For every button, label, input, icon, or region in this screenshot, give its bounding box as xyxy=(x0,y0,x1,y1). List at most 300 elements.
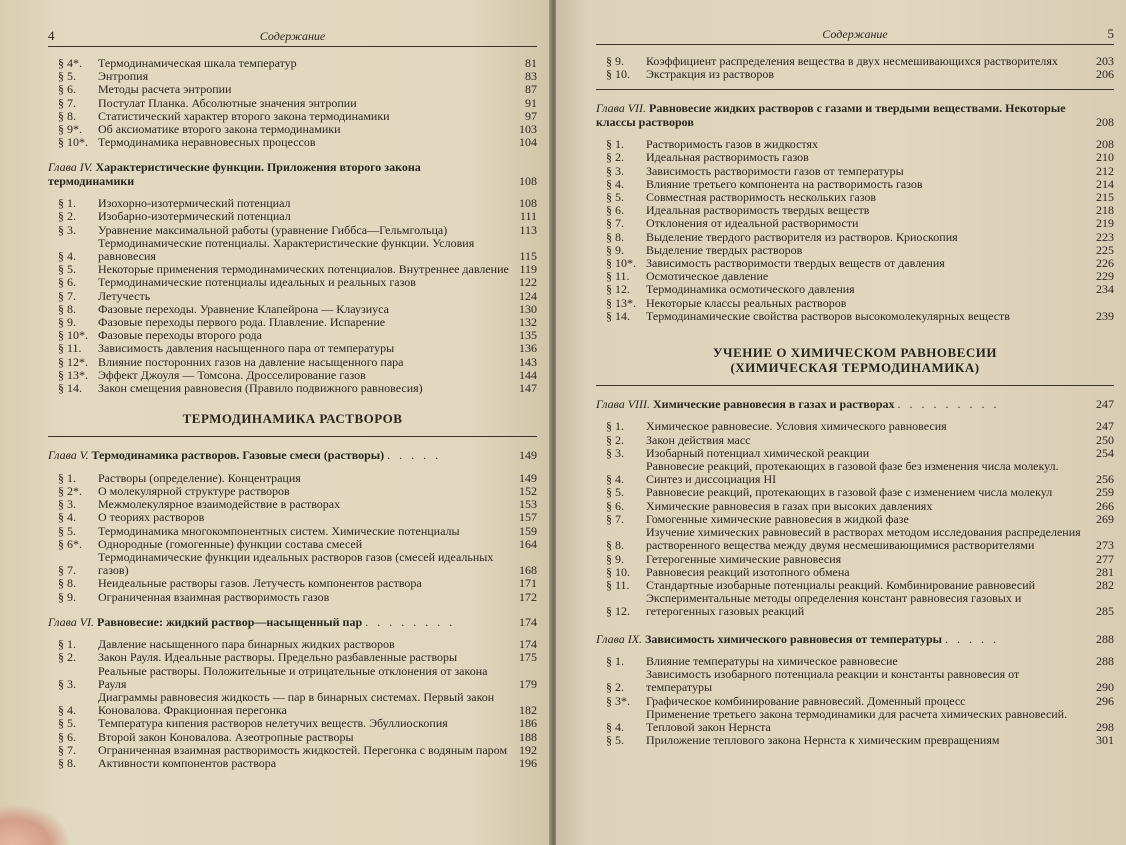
entry-page: 250 xyxy=(1096,432,1114,447)
entry-page: 219 xyxy=(1096,216,1114,231)
entry-page: 124 xyxy=(519,288,537,303)
entry-page: 225 xyxy=(1096,242,1114,257)
entry-title: Зависимость растворимости твердых веществ от давления xyxy=(646,256,945,271)
entry-number: § 10*. xyxy=(58,328,88,343)
entry-title: Зависимость давления насыщенного пара от температуры xyxy=(98,341,395,356)
entry-title: Второй закон Коновалова. Азеотропные растворы xyxy=(98,729,354,744)
toc-entry xyxy=(596,708,1114,734)
right-page xyxy=(556,0,1126,845)
entry-number: § 4. xyxy=(58,510,76,525)
toc-entry xyxy=(596,566,1114,579)
entry-page: 210 xyxy=(1096,150,1114,165)
entry-page: 301 xyxy=(1096,733,1114,748)
entry-title: Термодинамические потенциалы идеальных и реальных газов xyxy=(98,275,416,290)
chapter-heading: Глава VIII. Химические равновесия в газах и растворах . . . . . . . . . 247 xyxy=(596,397,1114,412)
entry-page: 285 xyxy=(1096,604,1114,619)
entry-title: Равновесие реакций, протекающих в газовой фазе с изменением числа молекул xyxy=(646,485,1053,500)
toc-entry xyxy=(596,592,1114,618)
entry-page: 171 xyxy=(519,576,537,591)
entry-title: О молекулярной структуре растворов xyxy=(98,483,290,498)
entry-title: Равновесие реакций, протекающих в газовой фазе без изменения числа молекул. Синтез и диссоциация HI xyxy=(646,459,1059,487)
entry-number: § 8. xyxy=(58,576,76,591)
entry-number: § 4. xyxy=(606,719,624,734)
toc-entry xyxy=(48,237,537,263)
toc-entry xyxy=(596,486,1114,499)
toc-entry xyxy=(596,165,1114,178)
right-running-head xyxy=(596,26,1114,45)
toc-list xyxy=(596,420,1114,618)
entry-number: § 9*. xyxy=(58,122,82,137)
entry-title: Термодинамика осмотического давления xyxy=(646,282,855,297)
entry-page: 108 xyxy=(519,196,537,211)
entry-page: 282 xyxy=(1096,577,1114,592)
entry-number: § 7. xyxy=(58,563,76,578)
entry-page: 113 xyxy=(519,222,537,237)
running-title: Содержание xyxy=(259,29,326,43)
entry-page: 296 xyxy=(1096,693,1114,708)
entry-page: 203 xyxy=(1096,54,1114,68)
chapter-label: Глава V. xyxy=(48,448,89,463)
toc-entry xyxy=(48,538,537,551)
chapter-page: 108 xyxy=(519,173,537,188)
entry-page: 239 xyxy=(1096,308,1114,323)
entry-page: 290 xyxy=(1096,680,1114,695)
entry-number: § 6. xyxy=(58,275,76,290)
chapter-heading: Глава V. Термодинамика растворов. Газовые смеси (растворы) . . . . . 149 xyxy=(48,448,537,463)
entry-title: Влияние третьего компонента на растворимость газов xyxy=(646,176,923,191)
toc-entry xyxy=(596,68,1114,81)
entry-page: 208 xyxy=(1096,137,1114,152)
chapter-page: 174 xyxy=(519,614,537,629)
entry-page: 81 xyxy=(525,56,537,70)
toc-entry xyxy=(48,472,537,485)
entry-page: 144 xyxy=(519,367,537,382)
toc-entry xyxy=(48,757,537,770)
entry-number: § 11. xyxy=(606,577,630,592)
entry-title: Закон Рауля. Идеальные растворы. Предельно разбавленные растворы xyxy=(98,650,458,665)
entry-title: Совместная растворимость нескольких газов xyxy=(646,190,877,205)
toc-entry xyxy=(596,460,1114,486)
entry-number: § 7. xyxy=(606,511,624,526)
entry-title: Методы расчета энтропии xyxy=(98,82,232,97)
toc-entry xyxy=(48,731,537,744)
running-title: Содержание xyxy=(822,27,888,41)
entry-page: 87 xyxy=(525,82,537,97)
entry-page: 223 xyxy=(1096,229,1114,244)
entry-page: 247 xyxy=(1096,419,1114,434)
entry-title: Коэффициент распределения вещества в двух несмешивающихся растворителях xyxy=(646,54,1058,68)
toc-entry xyxy=(48,83,537,96)
entry-title: Некоторые применения термодинамических потенциалов. Внутреннее давление xyxy=(98,262,509,277)
entry-page: 218 xyxy=(1096,203,1114,218)
entry-page: 288 xyxy=(1096,653,1114,668)
entry-number: § 8. xyxy=(606,229,624,244)
entry-page: 164 xyxy=(519,536,537,551)
entry-number: § 10. xyxy=(606,67,630,82)
entry-title: Межмолекулярное взаимодействие в растворах xyxy=(98,497,341,512)
entry-page: 206 xyxy=(1096,67,1114,82)
entry-number: § 4*. xyxy=(58,56,82,70)
entry-page: 179 xyxy=(519,676,537,691)
entry-number: § 4. xyxy=(58,703,76,718)
entry-title: Химические равновесия в газах при высоких давлениях xyxy=(646,498,933,513)
chapter-title: Равновесие жидких растворов с газами и твердыми веществами. Некоторые классы растворов xyxy=(596,101,1066,129)
entry-number: § 13*. xyxy=(606,295,636,310)
chapter-title: Равновесие: жидкий раствор—насыщенный пар xyxy=(97,614,363,629)
entry-page: 159 xyxy=(519,523,537,538)
entry-number: § 12*. xyxy=(58,354,88,369)
entry-number: § 9. xyxy=(58,589,76,604)
chapter-label: Глава VIII. xyxy=(596,397,651,412)
entry-title: Зависимость изобарного потенциала реакции и константы равновесия от температуры xyxy=(646,667,1020,695)
toc-list xyxy=(48,57,537,149)
entry-number: § 5. xyxy=(606,733,624,748)
toc-entry xyxy=(48,591,537,604)
toc-entry xyxy=(48,356,537,369)
toc-list xyxy=(48,197,537,395)
toc-entry xyxy=(48,210,537,223)
toc-entry xyxy=(48,551,537,577)
toc-entry xyxy=(596,500,1114,513)
entry-page: 229 xyxy=(1096,269,1114,284)
entry-page: 147 xyxy=(519,381,537,396)
entry-number: § 3. xyxy=(606,445,624,460)
chapter-title: Характеристические функции. Приложения второго закона термодинамики xyxy=(48,160,421,188)
entry-number: § 2. xyxy=(606,680,624,695)
entry-number: § 10*. xyxy=(606,256,636,271)
entry-title: Гомогенные химические равновесия в жидкой фазе xyxy=(646,511,909,526)
part-title xyxy=(596,345,1114,375)
entry-title: Об аксиоматике второго закона термодинамики xyxy=(98,122,341,137)
entry-number: § 11. xyxy=(58,341,82,356)
part-subtitle-line: (ХИМИЧЕСКАЯ ТЕРМОДИНАМИКА) xyxy=(730,360,980,376)
entry-number: § 3. xyxy=(606,163,624,178)
entry-title: Термодинамические свойства растворов высокомолекулярных веществ xyxy=(646,308,1010,323)
entry-page: 168 xyxy=(519,563,537,578)
entry-number: § 1. xyxy=(606,137,624,152)
entry-number: § 3. xyxy=(58,497,76,512)
entry-number: § 7. xyxy=(606,216,624,231)
chapter-heading: Глава IX. Зависимость химического равновесия от температуры . . . . . 288 xyxy=(596,631,1114,646)
entry-number: § 1. xyxy=(58,196,76,211)
entry-number: § 9. xyxy=(606,551,624,566)
entry-title: Экспериментальные методы определения констант равновесия газовых и гетерогенных газовых реакций xyxy=(646,591,1022,619)
entry-page: 266 xyxy=(1096,498,1114,513)
entry-title: Реальные растворы. Положительные и отрицательные отклонения от закона Рауля xyxy=(98,663,488,691)
entry-title: Стандартные изобарные потенциалы реакций. Комбинирование равновесий xyxy=(646,577,1036,592)
entry-page: 254 xyxy=(1096,445,1114,460)
chapter-heading xyxy=(48,161,537,188)
entry-number: § 8. xyxy=(606,538,624,553)
entry-page: 152 xyxy=(519,483,537,498)
entry-number: § 5. xyxy=(606,190,624,205)
entry-number: § 7. xyxy=(58,288,76,303)
entry-page: 83 xyxy=(525,69,537,84)
page-number: 4 xyxy=(48,28,55,43)
entry-number: § 5. xyxy=(58,69,76,84)
entry-number: § 1. xyxy=(606,653,624,668)
toc-list xyxy=(48,472,537,604)
toc-entry xyxy=(48,290,537,303)
entry-page: 281 xyxy=(1096,564,1114,579)
toc-entry xyxy=(48,97,537,110)
entry-number: § 4. xyxy=(606,176,624,191)
chapter-page: 208 xyxy=(1096,114,1114,129)
toc-entry xyxy=(596,310,1114,323)
entry-page: 298 xyxy=(1096,719,1114,734)
entry-page: 273 xyxy=(1096,538,1114,553)
toc-entry xyxy=(596,695,1114,708)
left-running-head xyxy=(48,28,537,47)
entry-number: § 10. xyxy=(606,564,630,579)
entry-title: Эффект Джоуля — Томсона. Дросселирование газов xyxy=(98,367,366,382)
entry-title: Выделение твердых растворов xyxy=(646,242,803,257)
entry-page: 212 xyxy=(1096,163,1114,178)
entry-number: § 9. xyxy=(606,242,624,257)
entry-title: Изучение химических равновесий в растворах методом исследования распределения растворенного вещества между двумя несмешивающимися растворителями xyxy=(646,525,1081,553)
entry-title: Термодинамика многокомпонентных систем. Химические потенциалы xyxy=(98,523,460,538)
entry-title: Влияние посторонних газов на давление насыщенного пара xyxy=(98,354,404,369)
entry-title: Изобарный потенциал химической реакции xyxy=(646,445,870,460)
toc-list xyxy=(596,655,1114,747)
entry-title: Отклонения от идеальной растворимости xyxy=(646,216,859,231)
entry-title: О теориях растворов xyxy=(98,510,205,525)
chapter-page: 149 xyxy=(519,448,537,463)
entry-page: 130 xyxy=(519,301,537,316)
entry-page: 111 xyxy=(519,209,537,224)
entry-number: § 2. xyxy=(58,650,76,665)
entry-page: 122 xyxy=(519,275,537,290)
entry-page: 97 xyxy=(525,108,537,123)
entry-title: Приложение теплового закона Нернста к химическим превращениям xyxy=(646,733,1000,748)
entry-page: 192 xyxy=(519,742,537,757)
entry-page: 115 xyxy=(519,249,537,264)
toc-entry xyxy=(48,342,537,355)
chapter-title: Зависимость химического равновесия от температуры xyxy=(645,631,943,646)
entry-number: § 5. xyxy=(58,716,76,731)
entry-title: Влияние температуры на химическое равновесие xyxy=(646,653,898,668)
entry-title: Идеальная растворимость твердых веществ xyxy=(646,203,870,218)
entry-number: § 4. xyxy=(606,472,624,487)
entry-number: § 1. xyxy=(58,637,76,652)
entry-number: § 3*. xyxy=(606,693,630,708)
entry-title: Термодинамические функции идеальных растворов газов (смесей идеальных газов) xyxy=(98,549,494,578)
entry-number: § 13*. xyxy=(58,367,88,382)
chapter-label: Глава VI. xyxy=(48,614,95,629)
entry-title: Летучесть xyxy=(98,288,151,303)
entry-title: Фазовые переходы первого рода. Плавление. Испарение xyxy=(98,315,386,330)
chapter-page: 247 xyxy=(1096,397,1114,412)
entry-title: Применение третьего закона термодинамики для расчета химических равновесий. Тепловой закон Нернста xyxy=(646,706,1068,734)
toc-entry xyxy=(48,276,537,289)
part-title-line: УЧЕНИЕ О ХИМИЧЕСКОМ РАВНОВЕСИИ xyxy=(713,345,997,361)
entry-number: § 7. xyxy=(58,742,76,757)
toc-entry xyxy=(596,668,1114,694)
entry-number: § 2. xyxy=(58,209,76,224)
entry-number: § 12. xyxy=(606,282,630,297)
entry-number: § 2. xyxy=(606,150,624,165)
entry-number: § 11. xyxy=(606,269,630,284)
entry-number: § 8. xyxy=(58,301,76,316)
entry-page: 277 xyxy=(1096,551,1114,566)
toc-entry xyxy=(48,665,537,691)
part-title: ТЕРМОДИНАМИКА РАСТВОРОВ xyxy=(182,411,403,427)
entry-page: 186 xyxy=(519,716,537,731)
toc-entry xyxy=(48,744,537,757)
entry-number: § 8. xyxy=(58,108,76,123)
entry-title: Фазовые переходы. Уравнение Клапейрона — Клаузиуса xyxy=(98,301,389,316)
toc-entry xyxy=(48,525,537,538)
entry-title: Неидеальные растворы газов. Летучесть компонентов раствора xyxy=(98,576,422,591)
entry-number: § 6*. xyxy=(58,536,82,551)
toc-entry xyxy=(596,526,1114,552)
entry-page: 269 xyxy=(1096,511,1114,526)
entry-number: § 5. xyxy=(58,523,76,538)
entry-title: Постулат Планка. Абсолютные значения энтропии xyxy=(98,95,357,110)
entry-number: § 5. xyxy=(606,485,624,500)
entry-number: § 14. xyxy=(58,381,82,396)
chapter-heading xyxy=(596,102,1114,129)
toc-entry xyxy=(48,136,537,149)
entry-page: 226 xyxy=(1096,256,1114,271)
entry-number: § 6. xyxy=(606,498,624,513)
chapter-label: Глава VII. xyxy=(596,101,647,116)
page-number: 5 xyxy=(1107,26,1114,41)
entry-number: § 9. xyxy=(606,54,624,68)
thumb xyxy=(0,805,70,845)
entry-title: Термодинамика неравновесных процессов xyxy=(98,135,316,150)
entry-number: § 9. xyxy=(58,315,76,330)
entry-number: § 2. xyxy=(606,432,624,447)
toc-entry xyxy=(48,717,537,730)
entry-title: Температура кипения растворов нелетучих веществ. Эбуллиоскопия xyxy=(98,716,448,731)
entry-number: § 6. xyxy=(58,729,76,744)
toc-entry xyxy=(596,434,1114,447)
chapter-title: Химические равновесия в газах и растворах xyxy=(653,397,895,412)
entry-title: Химическое равновесие. Условия химического равновесия xyxy=(646,419,947,434)
entry-title: Статистический характер второго закона термодинамики xyxy=(98,108,390,123)
entry-number: § 6. xyxy=(606,203,624,218)
toc-entry xyxy=(596,217,1114,230)
entry-title: Уравнение максимальной работы (уравнение Гиббса—Гельмгольца) xyxy=(98,222,448,237)
chapter-heading: Глава VI. Равновесие: жидкий раствор—насыщенный пар . . . . . . . . 174 xyxy=(48,614,537,629)
entry-title: Давление насыщенного пара бинарных жидких растворов xyxy=(98,637,395,652)
entry-page: 182 xyxy=(519,703,537,718)
entry-title: Ограниченная взаимная растворимость газов xyxy=(98,589,330,604)
entry-title: Термодинамическая шкала температур xyxy=(98,56,297,70)
entry-page: 136 xyxy=(519,341,537,356)
entry-page: 132 xyxy=(519,315,537,330)
toc-entry xyxy=(48,224,537,237)
toc-entry xyxy=(48,651,537,664)
entry-title: Растворимость газов в жидкостях xyxy=(646,137,819,152)
entry-title: Графическое комбинирование равновесий. Доменный процесс xyxy=(646,693,966,708)
entry-page: 234 xyxy=(1096,282,1114,297)
entry-page: 135 xyxy=(519,328,537,343)
entry-title: Энтропия xyxy=(98,69,149,84)
entry-title: Изобарно-изотермический потенциал xyxy=(98,209,291,224)
entry-title: Гетерогенные химические равновесия xyxy=(646,551,842,566)
toc-entry xyxy=(596,553,1114,566)
entry-number: § 3. xyxy=(58,676,76,691)
toc-entry xyxy=(596,297,1114,310)
chapter-title: Термодинамика растворов. Газовые смеси (растворы) xyxy=(91,448,385,463)
entry-number: § 2*. xyxy=(58,483,82,498)
entry-title: Осмотическое давление xyxy=(646,269,769,284)
entry-title: Фазовые переходы второго рода xyxy=(98,328,262,343)
entry-page: 188 xyxy=(519,729,537,744)
entry-title: Изохорно-изотермический потенциал xyxy=(98,196,291,211)
entry-page: 256 xyxy=(1096,472,1114,487)
entry-page: 149 xyxy=(519,470,537,485)
entry-number: § 1. xyxy=(58,470,76,485)
entry-page: 175 xyxy=(519,650,537,665)
entry-page: 259 xyxy=(1096,485,1114,500)
entry-title: Равновесия реакций изотопного обмена xyxy=(646,564,850,579)
entry-page: 172 xyxy=(519,589,537,604)
entry-page: 174 xyxy=(519,637,537,652)
entry-title: Однородные (гомогенные) функции состава смесей xyxy=(98,536,363,551)
toc-list xyxy=(48,638,537,770)
entry-page: 215 xyxy=(1096,190,1114,205)
toc-entry xyxy=(48,511,537,524)
entry-number: § 3. xyxy=(58,222,76,237)
entry-page: 196 xyxy=(519,755,537,770)
toc-entry xyxy=(48,691,537,717)
entry-page: 143 xyxy=(519,354,537,369)
entry-page: 91 xyxy=(525,95,537,110)
toc-entry xyxy=(596,231,1114,244)
entry-page: 157 xyxy=(519,510,537,525)
entry-page: 153 xyxy=(519,497,537,512)
chapter-page: 288 xyxy=(1096,631,1114,646)
toc-entry xyxy=(596,420,1114,433)
toc-entry xyxy=(596,283,1114,296)
entry-number: § 12. xyxy=(606,604,630,619)
entry-title: Активности компонентов раствора xyxy=(98,755,277,770)
entry-title: Закон действия масс xyxy=(646,432,751,447)
entry-title: Выделение твердого растворителя из растворов. Криоскопия xyxy=(646,229,958,244)
entry-title: Закон смещения равновесия (Правило подвижного равновесия) xyxy=(98,381,423,396)
toc-entry xyxy=(596,734,1114,747)
toc-entry xyxy=(48,382,537,395)
toc-entry xyxy=(596,151,1114,164)
entry-number: § 6. xyxy=(58,82,76,97)
entry-number: § 8. xyxy=(58,755,76,770)
entry-title: Экстракция из растворов xyxy=(646,67,774,82)
entry-title: Термодинамические потенциалы. Характеристические функции. Условия равновесия xyxy=(98,235,475,264)
entry-number: § 4. xyxy=(58,249,76,264)
entry-title: Растворы (определение). Концентрация xyxy=(98,470,301,485)
chapter-label: Глава IX. xyxy=(596,631,643,646)
toc-list xyxy=(596,55,1114,81)
entry-number: § 7. xyxy=(58,95,76,110)
entry-number: § 14. xyxy=(606,308,630,323)
entry-number: § 1. xyxy=(606,419,624,434)
entry-title: Идеальная растворимость газов xyxy=(646,150,809,165)
toc-entry xyxy=(48,577,537,590)
entry-page: 103 xyxy=(519,122,537,137)
entry-number: § 10*. xyxy=(58,135,88,150)
entry-number: § 5. xyxy=(58,262,76,277)
left-page xyxy=(0,0,553,845)
entry-title: Ограниченная взаимная растворимость жидкостей. Перегонка с водяным паром xyxy=(98,742,508,757)
toc-list xyxy=(596,138,1114,323)
entry-page: 119 xyxy=(519,262,537,277)
chapter-label: Глава IV. xyxy=(48,160,93,175)
entry-title: Диаграммы равновесия жидкость — пар в бинарных системах. Первый закон Коновалова. Фракционная перегонка xyxy=(98,689,495,718)
entry-page: 104 xyxy=(519,135,537,150)
